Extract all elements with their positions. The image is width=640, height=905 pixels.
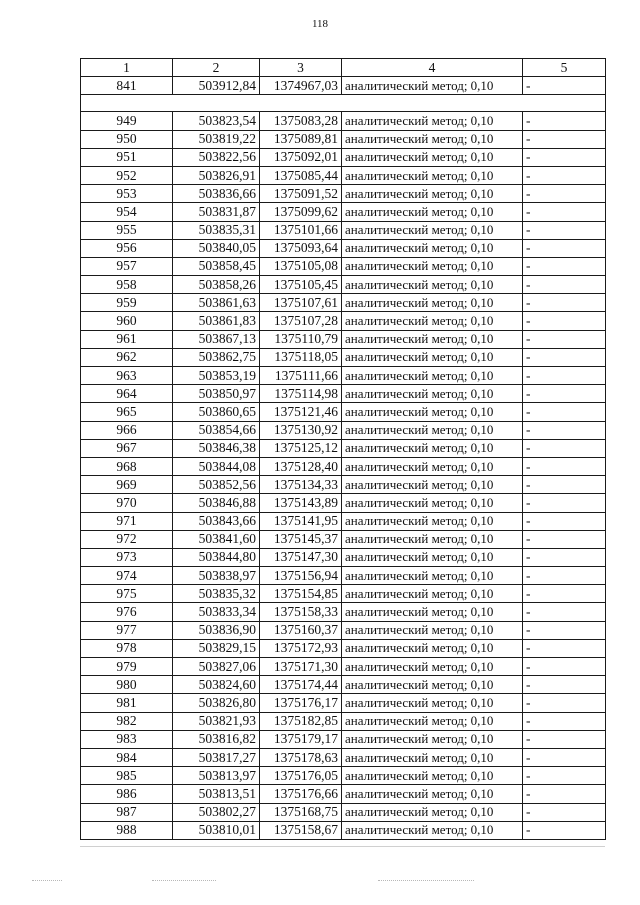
table-row (81, 77, 606, 95)
y-coordinate-cell: 1375172,93 (260, 639, 342, 657)
x-coordinate-cell: 503858,26 (173, 276, 260, 294)
method-cell: аналитический метод; 0,10 (342, 257, 523, 275)
note-cell: - (523, 639, 606, 657)
bottom-rule (80, 846, 605, 847)
x-coordinate-cell: 503819,22 (173, 130, 260, 148)
table-row (81, 294, 606, 312)
note-cell: - (523, 403, 606, 421)
y-coordinate-cell: 1375130,92 (260, 421, 342, 439)
note-cell: - (523, 621, 606, 639)
note-cell: - (523, 221, 606, 239)
table-row (81, 112, 606, 130)
table-row (81, 312, 606, 330)
method-cell: аналитический метод; 0,10 (342, 166, 523, 184)
x-coordinate-cell: 503816,82 (173, 730, 260, 748)
x-coordinate-cell: 503846,88 (173, 494, 260, 512)
point-number-cell: 965 (81, 403, 173, 421)
y-coordinate-cell: 1375160,37 (260, 621, 342, 639)
x-coordinate-cell: 503835,32 (173, 585, 260, 603)
point-number-cell: 980 (81, 676, 173, 694)
y-coordinate-cell: 1375147,30 (260, 548, 342, 566)
table-row (81, 767, 606, 785)
point-number-cell: 951 (81, 148, 173, 166)
x-coordinate-cell: 503802,27 (173, 803, 260, 821)
method-cell: аналитический метод; 0,10 (342, 676, 523, 694)
note-cell: - (523, 312, 606, 330)
table-gap-row (81, 95, 606, 112)
point-number-cell: 958 (81, 276, 173, 294)
method-cell: аналитический метод; 0,10 (342, 439, 523, 457)
table-row (81, 821, 606, 839)
note-cell: - (523, 77, 606, 95)
point-number-cell: 963 (81, 367, 173, 385)
scan-mark-right (378, 880, 474, 881)
gap-cell (81, 95, 606, 112)
method-cell: аналитический метод; 0,10 (342, 312, 523, 330)
x-coordinate-cell: 503833,34 (173, 603, 260, 621)
note-cell: - (523, 148, 606, 166)
table-row (81, 130, 606, 148)
point-number-cell: 979 (81, 658, 173, 676)
method-cell: аналитический метод; 0,10 (342, 567, 523, 585)
y-coordinate-cell: 1375101,66 (260, 221, 342, 239)
note-cell: - (523, 676, 606, 694)
note-cell: - (523, 548, 606, 566)
note-cell: - (523, 385, 606, 403)
note-cell: - (523, 294, 606, 312)
table-row (81, 548, 606, 566)
x-coordinate-cell: 503850,97 (173, 385, 260, 403)
method-cell: аналитический метод; 0,10 (342, 748, 523, 766)
table-row (81, 530, 606, 548)
table-row (81, 803, 606, 821)
y-coordinate-cell: 1375083,28 (260, 112, 342, 130)
point-number-cell: 975 (81, 585, 173, 603)
method-cell: аналитический метод; 0,10 (342, 403, 523, 421)
note-cell: - (523, 821, 606, 839)
point-number-cell: 959 (81, 294, 173, 312)
method-cell: аналитический метод; 0,10 (342, 694, 523, 712)
y-coordinate-cell: 1375141,95 (260, 512, 342, 530)
point-number-cell: 978 (81, 639, 173, 657)
point-number-cell: 972 (81, 530, 173, 548)
x-coordinate-cell: 503821,93 (173, 712, 260, 730)
note-cell: - (523, 367, 606, 385)
point-number-cell: 986 (81, 785, 173, 803)
point-number-cell: 967 (81, 439, 173, 457)
x-coordinate-cell: 503846,38 (173, 439, 260, 457)
note-cell: - (523, 494, 606, 512)
note-cell: - (523, 112, 606, 130)
y-coordinate-cell: 1375105,08 (260, 257, 342, 275)
table-row (81, 439, 606, 457)
method-cell: аналитический метод; 0,10 (342, 77, 523, 95)
method-cell: аналитический метод; 0,10 (342, 730, 523, 748)
y-coordinate-cell: 1375107,61 (260, 294, 342, 312)
note-cell: - (523, 185, 606, 203)
y-coordinate-cell: 1375085,44 (260, 166, 342, 184)
header-col-5: 5 (523, 59, 606, 77)
table-row (81, 203, 606, 221)
y-coordinate-cell: 1375176,05 (260, 767, 342, 785)
x-coordinate-cell: 503831,87 (173, 203, 260, 221)
note-cell: - (523, 239, 606, 257)
y-coordinate-cell: 1375174,44 (260, 676, 342, 694)
x-coordinate-cell: 503813,51 (173, 785, 260, 803)
table-row (81, 276, 606, 294)
method-cell: аналитический метод; 0,10 (342, 421, 523, 439)
point-number-cell: 950 (81, 130, 173, 148)
x-coordinate-cell: 503835,31 (173, 221, 260, 239)
method-cell: аналитический метод; 0,10 (342, 130, 523, 148)
note-cell: - (523, 166, 606, 184)
point-number-cell: 960 (81, 312, 173, 330)
table-row (81, 748, 606, 766)
x-coordinate-cell: 503843,66 (173, 512, 260, 530)
x-coordinate-cell: 503861,83 (173, 312, 260, 330)
x-coordinate-cell: 503844,80 (173, 548, 260, 566)
x-coordinate-cell: 503861,63 (173, 294, 260, 312)
table-header-row (81, 59, 606, 77)
note-cell: - (523, 748, 606, 766)
header-col-3: 3 (260, 59, 342, 77)
point-number-cell: 955 (81, 221, 173, 239)
point-number-cell: 988 (81, 821, 173, 839)
note-cell: - (523, 603, 606, 621)
note-cell: - (523, 712, 606, 730)
y-coordinate-cell: 1375114,98 (260, 385, 342, 403)
method-cell: аналитический метод; 0,10 (342, 348, 523, 366)
y-coordinate-cell: 1375089,81 (260, 130, 342, 148)
y-coordinate-cell: 1375134,33 (260, 476, 342, 494)
table-row (81, 494, 606, 512)
method-cell: аналитический метод; 0,10 (342, 639, 523, 657)
table-row (81, 457, 606, 475)
x-coordinate-cell: 503827,06 (173, 658, 260, 676)
x-coordinate-cell: 503860,65 (173, 403, 260, 421)
table-row (81, 148, 606, 166)
point-number-cell: 976 (81, 603, 173, 621)
scan-mark-center (152, 880, 216, 881)
method-cell: аналитический метод; 0,10 (342, 548, 523, 566)
method-cell: аналитический метод; 0,10 (342, 767, 523, 785)
point-number-cell: 984 (81, 748, 173, 766)
method-cell: аналитический метод; 0,10 (342, 221, 523, 239)
note-cell: - (523, 730, 606, 748)
y-coordinate-cell: 1375110,79 (260, 330, 342, 348)
x-coordinate-cell: 503836,66 (173, 185, 260, 203)
y-coordinate-cell: 1375107,28 (260, 312, 342, 330)
point-number-cell: 982 (81, 712, 173, 730)
x-coordinate-cell: 503844,08 (173, 457, 260, 475)
table-row (81, 621, 606, 639)
table-body (81, 77, 606, 840)
x-coordinate-cell: 503841,60 (173, 530, 260, 548)
note-cell: - (523, 803, 606, 821)
table-row (81, 639, 606, 657)
method-cell: аналитический метод; 0,10 (342, 512, 523, 530)
x-coordinate-cell: 503853,19 (173, 367, 260, 385)
note-cell: - (523, 476, 606, 494)
method-cell: аналитический метод; 0,10 (342, 203, 523, 221)
point-number-cell: 977 (81, 621, 173, 639)
method-cell: аналитический метод; 0,10 (342, 621, 523, 639)
table-row (81, 257, 606, 275)
y-coordinate-cell: 1375158,67 (260, 821, 342, 839)
coordinates-table (80, 58, 606, 840)
y-coordinate-cell: 1375111,66 (260, 367, 342, 385)
table-row (81, 512, 606, 530)
y-coordinate-cell: 1375178,63 (260, 748, 342, 766)
x-coordinate-cell: 503824,60 (173, 676, 260, 694)
point-number-cell: 983 (81, 730, 173, 748)
table-row (81, 567, 606, 585)
header-col-1: 1 (81, 59, 173, 77)
y-coordinate-cell: 1375171,30 (260, 658, 342, 676)
note-cell: - (523, 785, 606, 803)
y-coordinate-cell: 1375176,66 (260, 785, 342, 803)
note-cell: - (523, 767, 606, 785)
table-row (81, 185, 606, 203)
note-cell: - (523, 457, 606, 475)
method-cell: аналитический метод; 0,10 (342, 367, 523, 385)
y-coordinate-cell: 1375105,45 (260, 276, 342, 294)
x-coordinate-cell: 503826,80 (173, 694, 260, 712)
x-coordinate-cell: 503829,15 (173, 639, 260, 657)
method-cell: аналитический метод; 0,10 (342, 185, 523, 203)
y-coordinate-cell: 1375092,01 (260, 148, 342, 166)
y-coordinate-cell: 1375156,94 (260, 567, 342, 585)
method-cell: аналитический метод; 0,10 (342, 457, 523, 475)
note-cell: - (523, 439, 606, 457)
table-row (81, 367, 606, 385)
x-coordinate-cell: 503810,01 (173, 821, 260, 839)
point-number-cell: 987 (81, 803, 173, 821)
table-row (81, 676, 606, 694)
point-number-cell: 952 (81, 166, 173, 184)
method-cell: аналитический метод; 0,10 (342, 476, 523, 494)
y-coordinate-cell: 1375121,46 (260, 403, 342, 421)
x-coordinate-cell: 503840,05 (173, 239, 260, 257)
header-col-4: 4 (342, 59, 523, 77)
method-cell: аналитический метод; 0,10 (342, 385, 523, 403)
point-number-cell: 962 (81, 348, 173, 366)
y-coordinate-cell: 1375125,12 (260, 439, 342, 457)
point-number-cell: 974 (81, 567, 173, 585)
point-number-cell: 953 (81, 185, 173, 203)
method-cell: аналитический метод; 0,10 (342, 239, 523, 257)
page-number: 118 (311, 18, 329, 30)
x-coordinate-cell: 503826,91 (173, 166, 260, 184)
note-cell: - (523, 203, 606, 221)
y-coordinate-cell: 1375099,62 (260, 203, 342, 221)
point-number-cell: 841 (81, 77, 173, 95)
table-row (81, 585, 606, 603)
y-coordinate-cell: 1375091,52 (260, 185, 342, 203)
method-cell: аналитический метод; 0,10 (342, 294, 523, 312)
table-row (81, 603, 606, 621)
note-cell: - (523, 348, 606, 366)
point-number-cell: 969 (81, 476, 173, 494)
point-number-cell: 981 (81, 694, 173, 712)
note-cell: - (523, 421, 606, 439)
x-coordinate-cell: 503912,84 (173, 77, 260, 95)
note-cell: - (523, 257, 606, 275)
point-number-cell: 961 (81, 330, 173, 348)
point-number-cell: 973 (81, 548, 173, 566)
x-coordinate-cell: 503854,66 (173, 421, 260, 439)
table-row (81, 785, 606, 803)
point-number-cell: 966 (81, 421, 173, 439)
method-cell: аналитический метод; 0,10 (342, 494, 523, 512)
table-row (81, 658, 606, 676)
table-row (81, 385, 606, 403)
y-coordinate-cell: 1375176,17 (260, 694, 342, 712)
y-coordinate-cell: 1375182,85 (260, 712, 342, 730)
note-cell: - (523, 276, 606, 294)
note-cell: - (523, 567, 606, 585)
method-cell: аналитический метод; 0,10 (342, 821, 523, 839)
method-cell: аналитический метод; 0,10 (342, 585, 523, 603)
method-cell: аналитический метод; 0,10 (342, 530, 523, 548)
method-cell: аналитический метод; 0,10 (342, 112, 523, 130)
x-coordinate-cell: 503817,27 (173, 748, 260, 766)
table-row (81, 239, 606, 257)
point-number-cell: 971 (81, 512, 173, 530)
scan-mark-left (32, 880, 62, 881)
y-coordinate-cell: 1375143,89 (260, 494, 342, 512)
table-row (81, 221, 606, 239)
note-cell: - (523, 530, 606, 548)
note-cell: - (523, 585, 606, 603)
y-coordinate-cell: 1375179,17 (260, 730, 342, 748)
y-coordinate-cell: 1375154,85 (260, 585, 342, 603)
point-number-cell: 956 (81, 239, 173, 257)
point-number-cell: 964 (81, 385, 173, 403)
point-number-cell: 968 (81, 457, 173, 475)
method-cell: аналитический метод; 0,10 (342, 658, 523, 676)
y-coordinate-cell: 1375093,64 (260, 239, 342, 257)
method-cell: аналитический метод; 0,10 (342, 785, 523, 803)
point-number-cell: 957 (81, 257, 173, 275)
point-number-cell: 954 (81, 203, 173, 221)
table-row (81, 694, 606, 712)
x-coordinate-cell: 503867,13 (173, 330, 260, 348)
table-row (81, 330, 606, 348)
method-cell: аналитический метод; 0,10 (342, 148, 523, 166)
y-coordinate-cell: 1374967,03 (260, 77, 342, 95)
method-cell: аналитический метод; 0,10 (342, 803, 523, 821)
x-coordinate-cell: 503858,45 (173, 257, 260, 275)
method-cell: аналитический метод; 0,10 (342, 330, 523, 348)
x-coordinate-cell: 503836,90 (173, 621, 260, 639)
note-cell: - (523, 512, 606, 530)
method-cell: аналитический метод; 0,10 (342, 712, 523, 730)
note-cell: - (523, 658, 606, 676)
header-col-2: 2 (173, 59, 260, 77)
point-number-cell: 985 (81, 767, 173, 785)
note-cell: - (523, 130, 606, 148)
x-coordinate-cell: 503823,54 (173, 112, 260, 130)
table-row (81, 348, 606, 366)
x-coordinate-cell: 503852,56 (173, 476, 260, 494)
table-row (81, 421, 606, 439)
x-coordinate-cell: 503822,56 (173, 148, 260, 166)
table-row (81, 730, 606, 748)
note-cell: - (523, 330, 606, 348)
y-coordinate-cell: 1375158,33 (260, 603, 342, 621)
x-coordinate-cell: 503813,97 (173, 767, 260, 785)
table-row (81, 166, 606, 184)
x-coordinate-cell: 503838,97 (173, 567, 260, 585)
table-row (81, 403, 606, 421)
method-cell: аналитический метод; 0,10 (342, 276, 523, 294)
y-coordinate-cell: 1375118,05 (260, 348, 342, 366)
y-coordinate-cell: 1375128,40 (260, 457, 342, 475)
point-number-cell: 970 (81, 494, 173, 512)
y-coordinate-cell: 1375145,37 (260, 530, 342, 548)
point-number-cell: 949 (81, 112, 173, 130)
table-row (81, 476, 606, 494)
table-row (81, 712, 606, 730)
method-cell: аналитический метод; 0,10 (342, 603, 523, 621)
x-coordinate-cell: 503862,75 (173, 348, 260, 366)
note-cell: - (523, 694, 606, 712)
y-coordinate-cell: 1375168,75 (260, 803, 342, 821)
